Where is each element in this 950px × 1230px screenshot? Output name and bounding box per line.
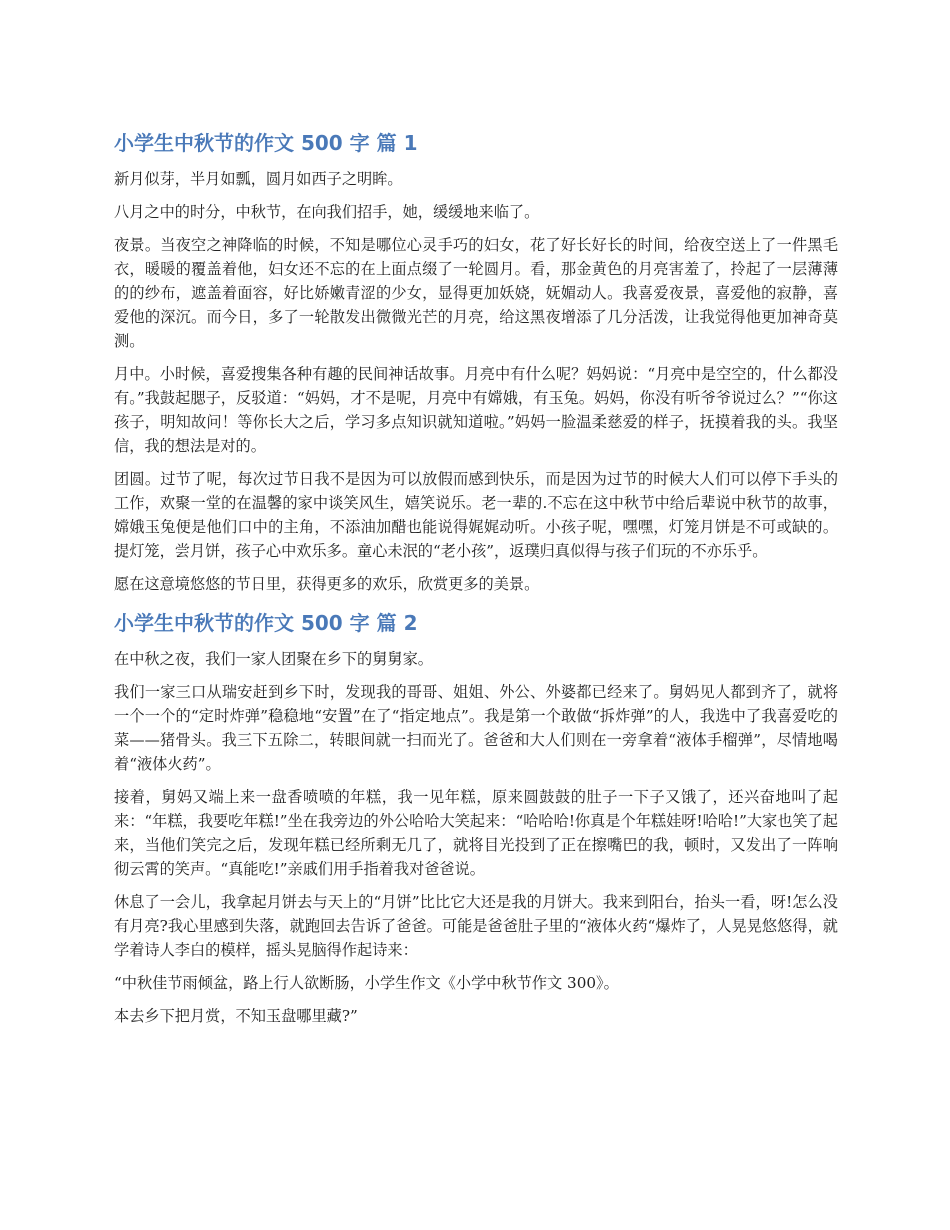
essay-section-2	[114, 605, 838, 1028]
paragraph: 月中。小时候，喜爱搜集各种有趣的民间神话故事。月亮中有什么呢？妈妈说：“月亮中是空空的，什么都没有。”我鼓起腮子，反驳道：“妈妈，才不是呢，月亮中有嫦娥，有玉兔。妈妈，你没有听爷爷说过么？”“你这孩子，明知故问！等你长大之后，学习多点知识就知道啦。”妈妈一脸温柔慈爱的样子，抚摸着我的头。我坚信，我的想法是对的。	[114, 365, 838, 455]
paragraph: 本去乡下把月赏，不知玉盘哪里藏?”	[114, 1007, 358, 1025]
paragraph: 夜景。当夜空之神降临的时候，不知是哪位心灵手巧的妇女，花了好长好长的时间，给夜空送上了一件黑毛衣，暖暖的覆盖着他，妇女还不忘的在上面点缀了一轮圆月。看，那金黄色的月亮害羞了，拎起了一层薄薄的的纱布，遮盖着面容，好比娇嫩青涩的少女，显得更加妖娆，妩媚动人。我喜爱夜景，喜爱他的寂静，喜爱他的深沉。而今日，多了一轮散发出微微光芒的月亮，给这黑夜增添了几分活泼，让我觉得他更加神奇莫测。	[114, 236, 838, 350]
paragraph: 在中秋之夜，我们一家人团聚在乡下的舅舅家。	[114, 650, 433, 668]
paragraph: 接着，舅妈又端上来一盘香喷喷的年糕，我一见年糕，原来圆鼓鼓的肚子一下子又饿了，还兴奋地叫了起来：“年糕，我要吃年糕!”坐在我旁边的外公哈哈大笑起来：“哈哈哈!你真是个年糕娃呀!哈哈!”大家也笑了起来，当他们笑完之后，发现年糕已经所剩无几了，就将目光投到了正在擦嘴巴的我，顿时，又发出了一阵响彻云霄的笑声。“真能吃!”亲戚们用手指着我对爸爸说。	[114, 788, 838, 878]
paragraph: 八月之中的时分，中秋节，在向我们招手，她，缓缓地来临了。	[114, 203, 540, 221]
paragraph: 我们一家三口从瑞安赶到乡下时，发现我的哥哥、姐姐、外公、外婆都已经来了。舅妈见人都到齐了，就将一个一个的“定时炸弹”稳稳地“安置”在了“指定地点”。我是第一个敢做“拆炸弹”的人，我选中了我喜爱吃的菜——猪骨头。我三下五除二，转眼间就一扫而光了。爸爸和大人们则在一旁拿着“液体手榴弹”，尽情地喝着“液体火药”。	[114, 683, 838, 773]
section-title: 小学生中秋节的作文 500 字 篇 2	[114, 611, 418, 635]
paragraph: 休息了一会儿，我拿起月饼去与天上的“月饼”比比它大还是我的月饼大。我来到阳台，抬头一看，呀!怎么没有月亮?我心里感到失落，就跑回去告诉了爸爸。可能是爸爸肚子里的“液体火药“爆炸了，人晃晃悠悠得，就学着诗人李白的模样，摇头晃脑得作起诗来：	[114, 893, 838, 959]
paragraph: 团圆。过节了呢，每次过节日我不是因为可以放假而感到快乐，而是因为过节的时候大人们可以停下手头的工作，欢聚一堂的在温馨的家中谈笑风生，嬉笑说乐。老一辈的.不忘在这中秋节中给后辈说中秋节的故事，嫦娥玉兔便是他们口中的主角，不添油加醋也能说得娓娓动听。小孩子呢，嘿嘿，灯笼月饼是不可或缺的。提灯笼，尝月饼，孩子心中欢乐多。童心未泯的“老小孩”，返璞归真似得与孩子们玩的不亦乐乎。	[114, 470, 838, 560]
paragraph: “中秋佳节雨倾盆，路上行人欲断肠，小学生作文《小学中秋节作文 300》。	[114, 974, 619, 992]
essay-section-1	[114, 125, 838, 596]
section-title: 小学生中秋节的作文 500 字 篇 1	[114, 131, 418, 155]
paragraph: 愿在这意境悠悠的节日里，获得更多的欢乐，欣赏更多的美景。	[114, 575, 540, 593]
document-page	[114, 125, 838, 1037]
paragraph: 新月似芽，半月如瓢，圆月如西子之明眸。	[114, 170, 403, 188]
